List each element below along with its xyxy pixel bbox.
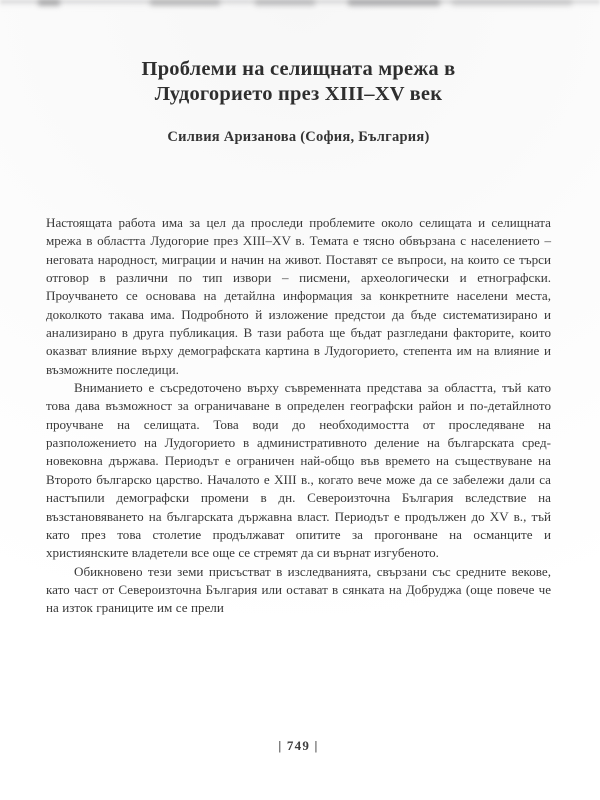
page-number: | 749 | (278, 738, 319, 753)
page-title-line-2: Лудогорието през XIII–XV век (154, 83, 443, 105)
body-paragraph: Вниманието е съсредоточено върху съвременната представа за областта, тъй като това дава възможност за ограничаване в определен географски район и по-детайлното проучване на селищата. Това води до необходимостта от проследяване на разположението на Лудогорието в административното деление на българската средновековна държава. Периодът е ограничен най-общо във времето на съществуване на Второто българско царство. Началото е XIII в., когато вече може да се забележи дали са настъпили демографски промени в дн. Североизточна България вследствие на възстановяването на българската държавна власт. Периодът е продължен до XV в., тъй като през това столетие продължават опитите за прогонване на османците и християнските владетели все още се стремят да си върнат изгубеното. (46, 380, 551, 561)
page-title-line-1: Проблеми на селищната мрежа в (141, 58, 456, 80)
body-paragraph: Обикновено тези земи присъстват в изследванията, свързани със средните векове, като част от Североизточна България или остават в сянката на Добруджа (още повече че на изток границите им се прели (46, 563, 551, 616)
article-body (46, 146, 551, 618)
page-content (46, 0, 551, 800)
body-paragraph: Настоящата работа има за цел да проследи проблемите около селищата и селищната мрежа в областта Лудогорие през XIII–XV в. Темата е тясно обвързана с населението – неговата народност, миграции и начин на живот. Поставят се въпроси, на които се търси отговор в различни по тип извори – писмени, археологически и етнографски. Проучването се основава на детайлна информация за конкретните населени места, доколкото такава има. Подробното й изложение предстои да бъде систематизирано и анализирано в друга публикация. В тази работа ще бъдат разгледани факторите, които оказват влияние върху демографската картина в Лудогорието, степента им на влияние и възможните последици. (46, 215, 551, 377)
author-byline: Силвия Аризанова (София, България) (167, 129, 430, 145)
page-title (46, 0, 551, 107)
